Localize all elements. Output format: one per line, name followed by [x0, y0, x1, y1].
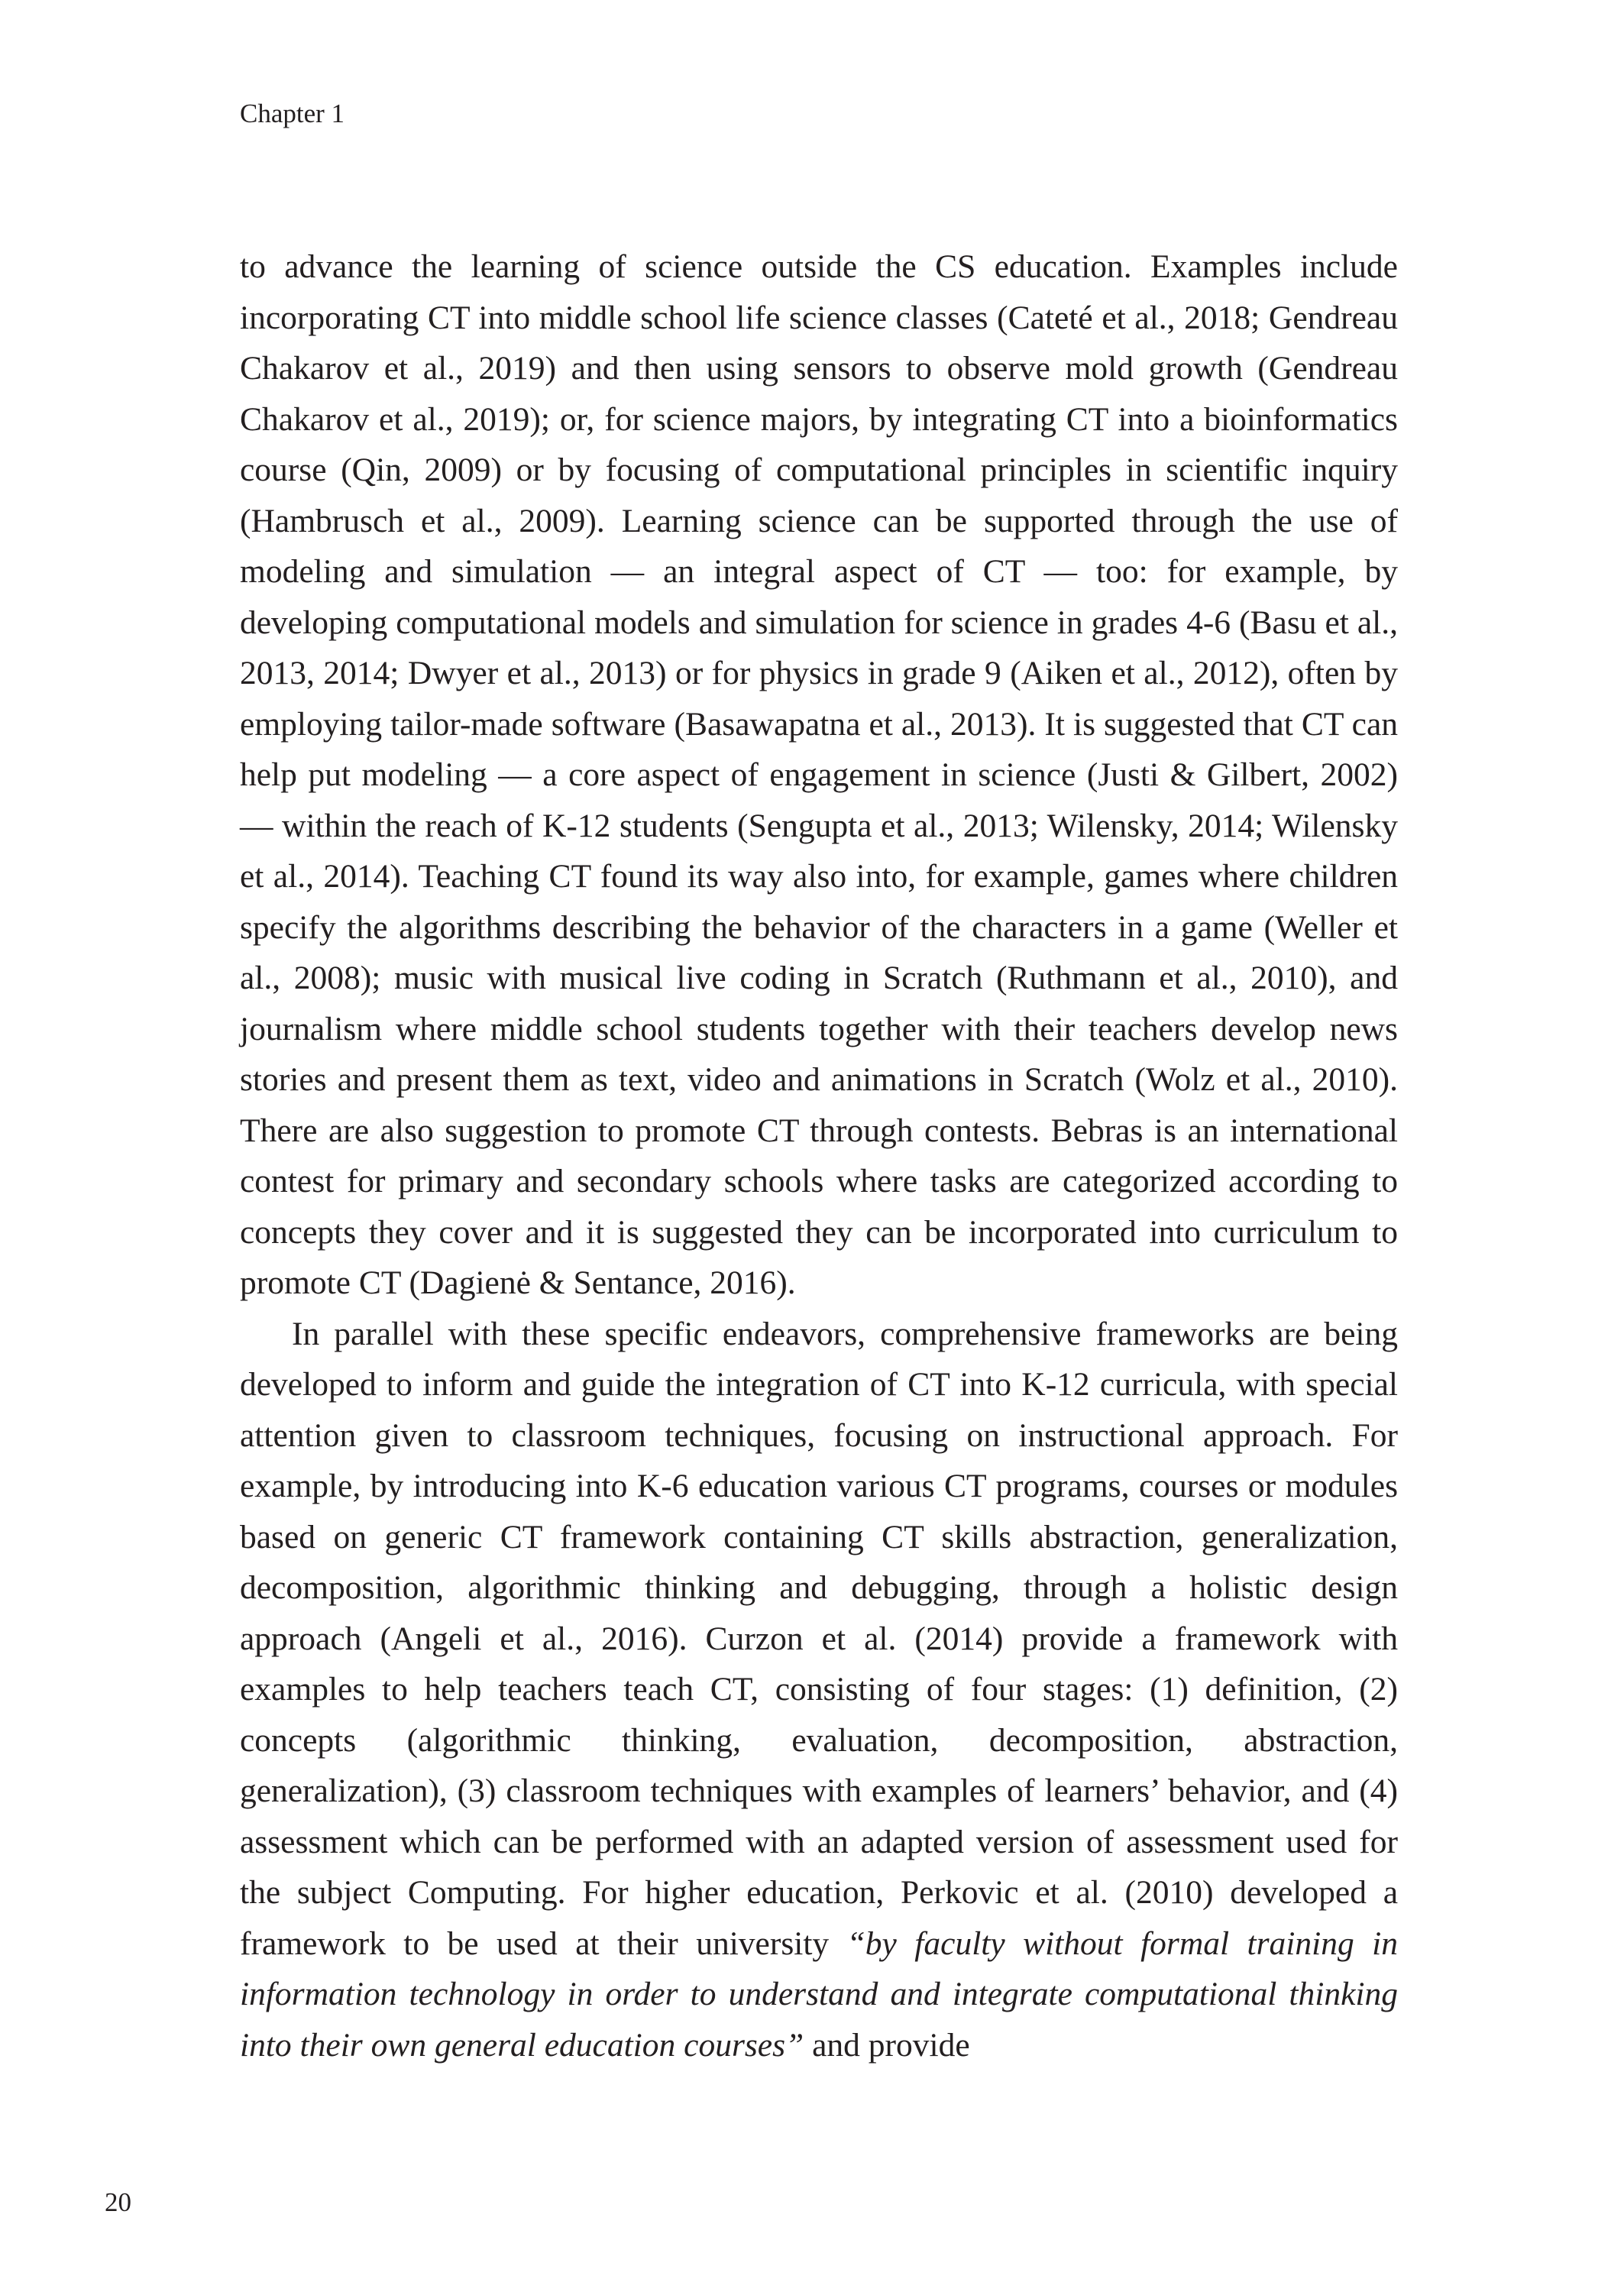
paragraph-1: to advance the learning of science outside the CS education. Examples include incorporating CT into middle school life science classes (Cateté et al., 2018; Gendreau Chakarov et al., 2019) and then using sensors to observe mold growth (Gendreau Chakarov et al., 2019); or, for science majors, by integrating CT into a bioinformatics course (Qin, 2009) or by focusing of computational principles in scientific inquiry (Hambrusch et al., 2009). Learning science can be supported through the use of modeling and simulation — an integral aspect of CT — too: for example, by developing computational models and simulation for science in grades 4-6 (Basu et al., 2013, 2014; Dwyer et al., 2013) or for physics in grade 9 (Aiken et al., 2012), often by employing tailor-made software (Basawapatna et al., 2013). It is suggested that CT can help put modeling — a core aspect of engagement in science (Justi & Gilbert, 2002) — within the reach of K-12 students (Sengupta et al., 2013; Wilensky, 2014; Wilensky et al., 2014). Teaching CT found its way also into, for example, games where children specify the algorithms describing the behavior of the characters in a game (Weller et al., 2008); music with musical live coding in Scratch (Ruthmann et al., 2010), and journalism where middle school students together with their teachers develop news stories and present them as text, video and animations in Scratch (Wolz et al., 2010). There are also suggestion to promote CT through contests. Bebras is an international contest for primary and secondary schools where tasks are categorized according to concepts they cover and it is suggested they can be incorporated into curriculum to promote CT (Dagienė & Sentance, 2016).: [240, 248, 1398, 1301]
paragraph-2-tail: and provide: [804, 2026, 970, 2064]
body-text: [240, 241, 1398, 2070]
running-head: Chapter 1: [240, 99, 345, 128]
page-number: 20: [105, 2187, 131, 2217]
paragraph-2: [240, 1309, 1398, 2071]
paragraph-2-quote: “by faculty without formal training in information technology in order to understand and integrate computational thinking into their own general education courses”: [240, 1925, 1398, 2064]
paragraph-2-text: In parallel with these specific endeavors, comprehensive frameworks are being developed to inform and guide the integration of CT into K-12 curricula, with special attention given to classroom techniques, focusing on instructional approach. For example, by introducing into K-6 education various CT programs, courses or modules based on generic CT framework containing CT skills abstraction, generalization, decomposition, algorithmic thinking and debugging, through a holistic design approach (Angeli et al., 2016). Curzon et al. (2014) provide a framework with examples to help teachers teach CT, consisting of four stages: (1) definition, (2) concepts (algorithmic thinking, evaluation, decomposition, abstraction, generalization), (3) classroom techniques with examples of learners’ behavior, and (4) assessment which can be performed with an adapted version of assessment used for the subject Computing. For higher education, Perkovic et al. (2010) developed a framework to be used at their university: [240, 1315, 1398, 1962]
